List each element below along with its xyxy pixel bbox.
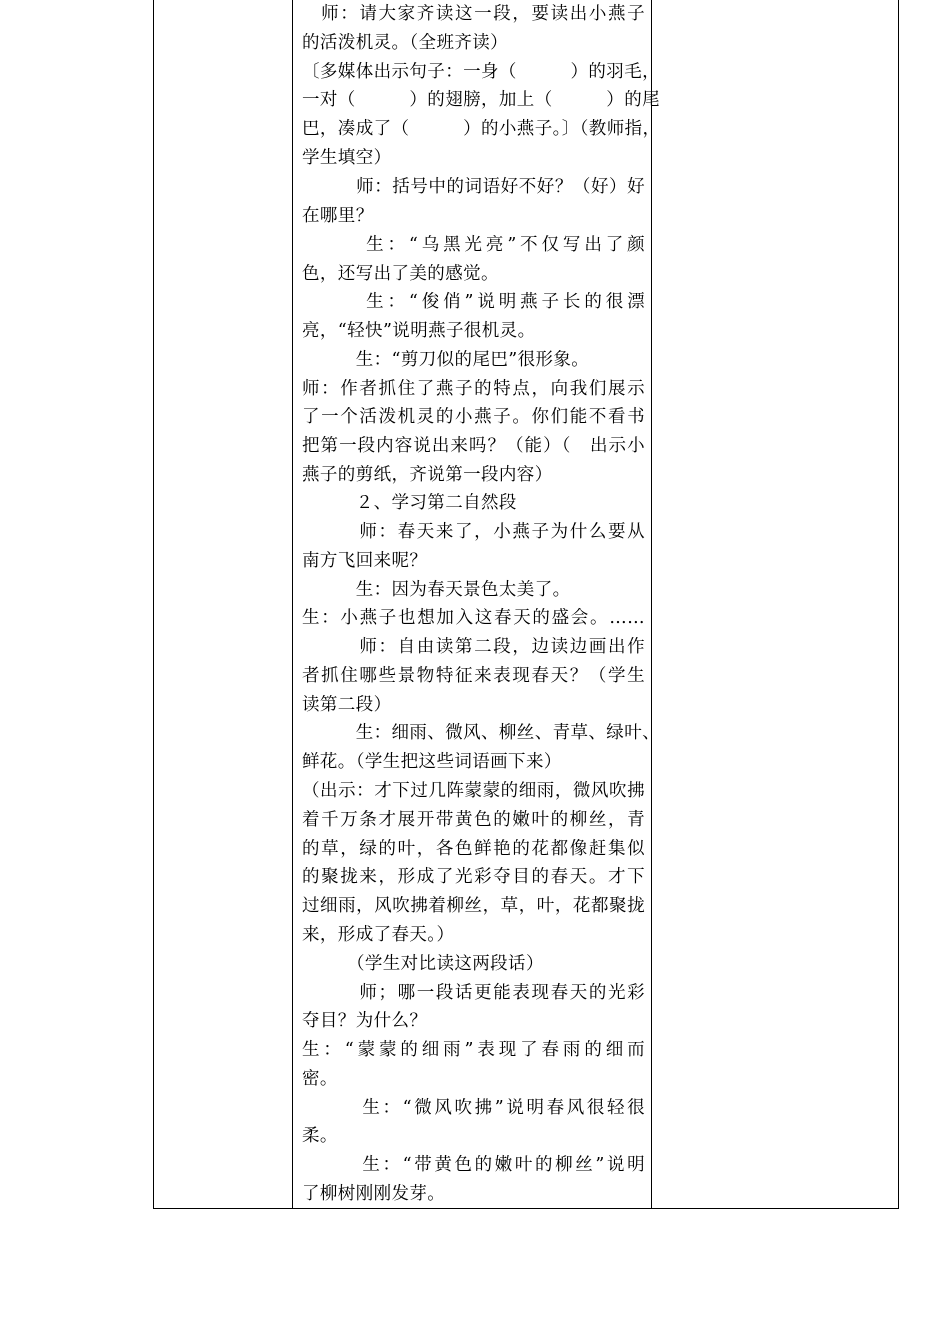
text-line: 密。 [302,1069,338,1089]
text-line: 夺目？为什么？ [302,1011,428,1031]
text-line: 柔。 [302,1126,338,1146]
text-line: 生：“剪刀似的尾巴”很形象。 [302,350,590,370]
text-line: （学生对比读这两段话） [302,954,544,974]
text-line: 南方飞回来呢？ [302,551,428,571]
text-line: 燕子的剪纸，齐说第一段内容） [302,465,553,485]
text-line: 师：自由读第二段，边读边画出作 [302,637,645,657]
text-line: 了一个活泼机灵的小燕子。你们能不看书 [302,407,645,427]
text-line: 的聚拢来，形成了光彩夺目的春天。才下 [302,867,645,887]
text-line: 〔多媒体出示句子：一身（ ）的羽毛， [302,62,660,82]
text-line: 生：细雨、微风、柳丝、青草、绿叶、 [302,723,660,743]
text-line: 师；哪一段话更能表现春天的光彩 [302,983,645,1003]
text-line: 来，形成了春天。） [302,925,455,945]
text-line: 把第一段内容说出来吗？（能）（ 出示小 [302,436,645,456]
text-line: 师：请大家齐读这一段，要读出小燕子 [302,4,645,24]
text-line: （出示：才下过几阵蒙蒙的细雨，微风吹拂 [302,781,645,801]
text-line: 了柳树刚刚发芽。 [302,1184,446,1204]
text-line: 读第二段） [302,695,392,715]
text-line: 色，还写出了美的感觉。 [302,264,499,284]
text-line: 生：因为春天景色太美了。 [302,580,571,600]
text-line: 生：小燕子也想加入这春天的盛会。…… [302,608,645,628]
text-line: 的活泼机灵。（全班齐读） [302,33,509,53]
column-divider-right [651,0,652,1208]
text-line: 生：“带黄色的嫩叶的柳丝”说明 [302,1155,645,1175]
text-line: 学生填空） [302,148,392,168]
text-line: 师：春天来了，小燕子为什么要从 [302,522,645,542]
text-line: 生：“俊俏”说明燕子长的很漂 [302,292,645,312]
lesson-table [153,0,899,1209]
text-line: 生：“蒙蒙的细雨”表现了春雨的细而 [302,1040,645,1060]
text-line: 鲜花。（学生把这些词语画下来） [302,752,562,772]
text-line: 者抓住哪些景物特征来表现春天？（学生 [302,666,645,686]
text-line: 生：“微风吹拂”说明春风很轻很 [302,1098,645,1118]
text-line: 一对（ ）的翅膀，加上（ ）的尾 [302,90,660,110]
text-line: 亮，“轻快”说明燕子很机灵。 [302,321,536,341]
text-line: 过细雨，风吹拂着柳丝，草，叶，花都聚拢 [302,896,645,916]
text-line: 巴，凑成了（ ）的小燕子。〕（教师指， [302,119,661,139]
text-line: 着千万条才展开带黄色的嫩叶的柳丝，青 [302,810,645,830]
section-heading: ２、学习第二自然段 [302,493,517,513]
text-line: 在哪里？ [302,206,374,226]
text-line: 生：“乌黑光亮”不仅写出了颜 [302,235,645,255]
text-line: 的草，绿的叶，各色鲜艳的花都像赶集似 [302,839,645,859]
text-line: 师：作者抓住了燕子的特点，向我们展示 [302,379,645,399]
column-divider-left [292,0,293,1208]
text-line: 师：括号中的词语好不好？（好）好 [302,177,645,197]
